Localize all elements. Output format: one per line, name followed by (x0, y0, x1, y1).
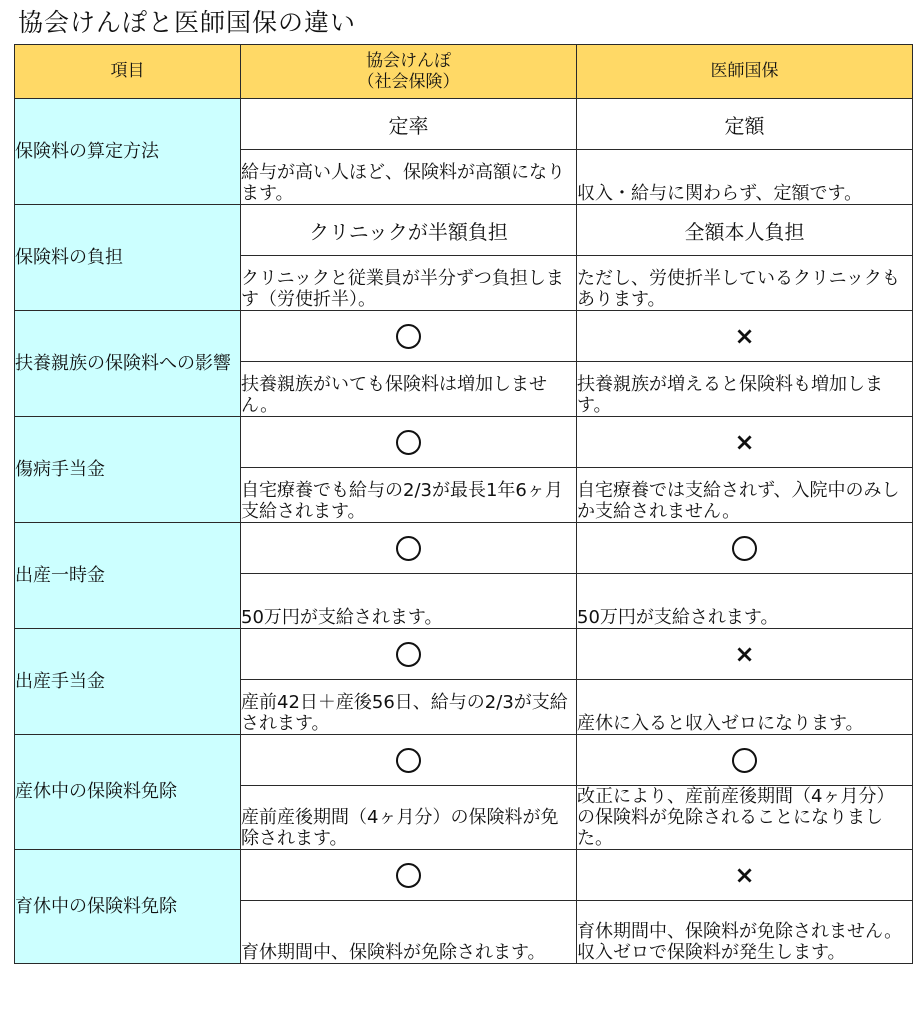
header-ishi: 医師国保 (577, 45, 913, 99)
ishi-description: ただし、労使折半しているクリニックもあります。 (577, 256, 913, 311)
circle-mark-icon (396, 748, 421, 773)
comparison-table (14, 44, 913, 964)
row-item-label: 保険料の負担 (15, 205, 241, 311)
circle-mark-icon (732, 748, 757, 773)
circle-mark-icon (396, 863, 421, 888)
ishi-summary-text: 全額本人負担 (684, 219, 805, 244)
circle-mark-icon (396, 430, 421, 455)
ishi-description: 育休期間中、保険料が免除されません。収入ゼロで保険料が発生します。 (577, 901, 913, 964)
kyokai-description: 扶養親族がいても保険料は増加しません。 (241, 362, 577, 417)
circle-mark-icon (396, 324, 421, 349)
table-row (15, 417, 913, 468)
kyokai-summary-cell (241, 850, 577, 901)
ishi-description: 産休に入ると収入ゼロになります。 (577, 680, 913, 735)
table-row (15, 850, 913, 901)
table-row (15, 99, 913, 150)
kyokai-summary-cell (241, 523, 577, 574)
table-row (15, 311, 913, 362)
ishi-description: 収入・給与に関わらず、定額です。 (577, 150, 913, 205)
ishi-description: 扶養親族が増えると保険料も増加します。 (577, 362, 913, 417)
kyokai-summary-cell (241, 99, 577, 150)
kyokai-summary-cell (241, 629, 577, 680)
header-kyokai-line1: 協会けんぽ (366, 50, 451, 71)
ishi-description: 自宅療養では支給されず、入院中のみしか支給されません。 (577, 468, 913, 523)
cross-mark-icon: × (734, 428, 755, 456)
circle-mark-icon (396, 536, 421, 561)
kyokai-summary-cell (241, 311, 577, 362)
header-kyokai-line2: （社会保険） (357, 71, 460, 92)
ishi-description: 50万円が支給されます。 (577, 574, 913, 629)
circle-mark-icon (732, 536, 757, 561)
cross-mark-icon: × (734, 861, 755, 889)
ishi-summary-cell (577, 417, 913, 468)
table-row (15, 629, 913, 680)
ishi-summary-cell (577, 311, 913, 362)
kyokai-description: 産前産後期間（4ヶ月分）の保険料が免除されます。 (241, 786, 577, 850)
row-item-label: 産休中の保険料免除 (15, 735, 241, 850)
kyokai-summary-cell (241, 735, 577, 786)
row-item-label: 扶養親族の保険料への影響 (15, 311, 241, 417)
ishi-summary-text: 定額 (724, 113, 765, 138)
circle-mark-icon (396, 642, 421, 667)
table-row (15, 205, 913, 256)
kyokai-summary-text: 定率 (388, 113, 429, 138)
header-row (15, 45, 913, 99)
ishi-summary-cell (577, 735, 913, 786)
row-item-label: 育休中の保険料免除 (15, 850, 241, 964)
row-item-label: 保険料の算定方法 (15, 99, 241, 205)
row-item-label: 出産手当金 (15, 629, 241, 735)
ishi-description: 改正により、産前産後期間（4ヶ月分）の保険料が免除されることになりました。 (577, 786, 913, 850)
ishi-summary-cell (577, 850, 913, 901)
kyokai-summary-cell (241, 417, 577, 468)
kyokai-summary-text: クリニックが半額負担 (309, 219, 508, 244)
cross-mark-icon: × (734, 322, 755, 350)
table-row (15, 735, 913, 786)
row-item-label: 出産一時金 (15, 523, 241, 629)
cross-mark-icon: × (734, 640, 755, 668)
kyokai-description: クリニックと従業員が半分ずつ負担します（労使折半）。 (241, 256, 577, 311)
header-kyokai (241, 45, 577, 99)
kyokai-summary-cell (241, 205, 577, 256)
kyokai-description: 育休期間中、保険料が免除されます。 (241, 901, 577, 964)
table-row (15, 523, 913, 574)
kyokai-description: 産前42日＋産後56日、給与の2/3が支給されます。 (241, 680, 577, 735)
ishi-summary-cell (577, 99, 913, 150)
header-item: 項目 (15, 45, 241, 99)
kyokai-description: 給与が高い人ほど、保険料が高額になります。 (241, 150, 577, 205)
page-title: 協会けんぽと医師国保の違い (18, 8, 357, 37)
ishi-summary-cell (577, 629, 913, 680)
kyokai-description: 自宅療養でも給与の2/3が最長1年6ヶ月支給されます。 (241, 468, 577, 523)
ishi-summary-cell (577, 205, 913, 256)
ishi-summary-cell (577, 523, 913, 574)
row-item-label: 傷病手当金 (15, 417, 241, 523)
kyokai-description: 50万円が支給されます。 (241, 574, 577, 629)
